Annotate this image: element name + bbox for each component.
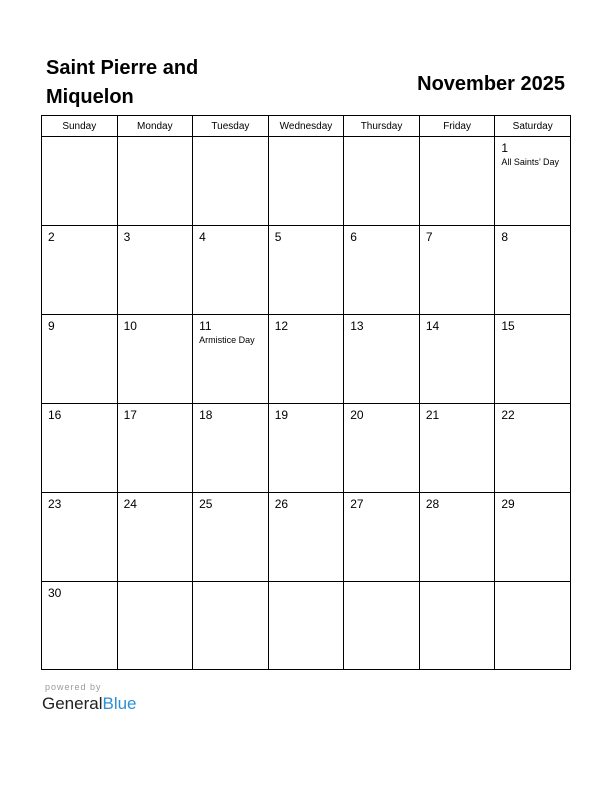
brand-blue: Blue xyxy=(102,694,137,713)
weekday-header: Wednesday xyxy=(268,116,344,137)
day-cell xyxy=(193,404,269,493)
day-number: 4 xyxy=(199,230,206,244)
day-cell xyxy=(495,315,571,404)
day-number: 3 xyxy=(123,230,131,244)
day-cell xyxy=(117,404,193,493)
day-cell xyxy=(42,493,118,582)
day-cell xyxy=(117,315,193,404)
week-row xyxy=(42,226,571,315)
day-cell xyxy=(419,493,495,582)
region-title: Saint Pierre and Miquelon xyxy=(46,57,199,108)
powered-by-label: powered by xyxy=(45,682,102,692)
day-cell xyxy=(344,137,420,226)
day-number: 26 xyxy=(274,497,289,511)
weekday-header-row xyxy=(42,116,571,137)
day-number: 28 xyxy=(425,497,440,511)
day-cell xyxy=(344,315,420,404)
weekday-header: Thursday xyxy=(344,116,420,137)
day-cell xyxy=(419,404,495,493)
day-number: 23 xyxy=(48,497,62,511)
day-cell xyxy=(42,404,118,493)
week-row xyxy=(42,137,571,226)
holiday-label: All Saints’ Day xyxy=(501,157,560,167)
day-number: 29 xyxy=(501,497,515,511)
day-cell xyxy=(193,493,269,582)
day-cell xyxy=(42,226,118,315)
day-number: 20 xyxy=(350,408,364,422)
day-number: 6 xyxy=(350,230,357,244)
day-cell xyxy=(268,582,344,670)
day-number: 9 xyxy=(48,319,55,333)
week-row xyxy=(42,582,571,670)
holiday-label: Armistice Day xyxy=(199,335,255,345)
brand-general: General xyxy=(42,694,103,713)
day-cell xyxy=(344,226,420,315)
day-cell xyxy=(42,582,118,670)
day-number: 14 xyxy=(425,319,440,333)
day-number: 21 xyxy=(425,408,440,422)
day-cell xyxy=(193,582,269,670)
day-number: 10 xyxy=(123,319,137,333)
day-cell xyxy=(117,137,193,226)
day-number: 8 xyxy=(501,230,509,244)
day-number: 17 xyxy=(123,408,137,422)
day-cell xyxy=(495,493,571,582)
day-number: 11 xyxy=(199,319,212,333)
day-cell xyxy=(193,137,269,226)
day-number: 1 xyxy=(501,141,509,155)
day-number: 27 xyxy=(350,497,364,511)
day-number: 2 xyxy=(48,230,55,244)
day-cell xyxy=(344,404,420,493)
day-cell xyxy=(268,137,344,226)
day-cell xyxy=(344,493,420,582)
day-cell xyxy=(419,226,495,315)
day-cell xyxy=(268,315,344,404)
week-row xyxy=(42,493,571,582)
day-number: 18 xyxy=(199,408,213,422)
day-cell xyxy=(495,582,571,670)
day-number: 15 xyxy=(501,319,515,333)
day-number: 16 xyxy=(48,408,62,422)
weekday-header: Saturday xyxy=(495,116,571,137)
day-cell xyxy=(117,493,193,582)
day-cell xyxy=(268,404,344,493)
day-cell xyxy=(42,137,118,226)
day-cell xyxy=(495,137,571,226)
day-number: 12 xyxy=(274,319,289,333)
day-number: 22 xyxy=(501,408,515,422)
day-number: 5 xyxy=(274,230,282,244)
day-cell xyxy=(419,137,495,226)
weekday-header: Tuesday xyxy=(193,116,269,137)
day-cell xyxy=(419,315,495,404)
day-number: 30 xyxy=(48,586,62,600)
generalblue-logo xyxy=(42,694,137,714)
day-cell xyxy=(495,226,571,315)
month-year-title: November 2025 xyxy=(417,73,565,95)
day-cell xyxy=(268,493,344,582)
week-row xyxy=(42,404,571,493)
day-cell xyxy=(42,315,118,404)
day-cell xyxy=(268,226,344,315)
day-number: 25 xyxy=(199,497,213,511)
weekday-header: Monday xyxy=(117,116,193,137)
day-number: 7 xyxy=(425,230,433,244)
weekday-header: Friday xyxy=(419,116,495,137)
footer-branding xyxy=(42,682,137,714)
day-cell xyxy=(193,226,269,315)
calendar-grid xyxy=(41,115,571,670)
day-cell xyxy=(117,226,193,315)
day-cell xyxy=(344,582,420,670)
week-row xyxy=(42,315,571,404)
day-cell xyxy=(495,404,571,493)
day-number: 24 xyxy=(123,497,137,511)
day-cell xyxy=(419,582,495,670)
day-number: 19 xyxy=(274,408,289,422)
day-cell xyxy=(117,582,193,670)
day-number: 13 xyxy=(350,319,364,333)
day-cell xyxy=(193,315,269,404)
weekday-header: Sunday xyxy=(42,116,118,137)
